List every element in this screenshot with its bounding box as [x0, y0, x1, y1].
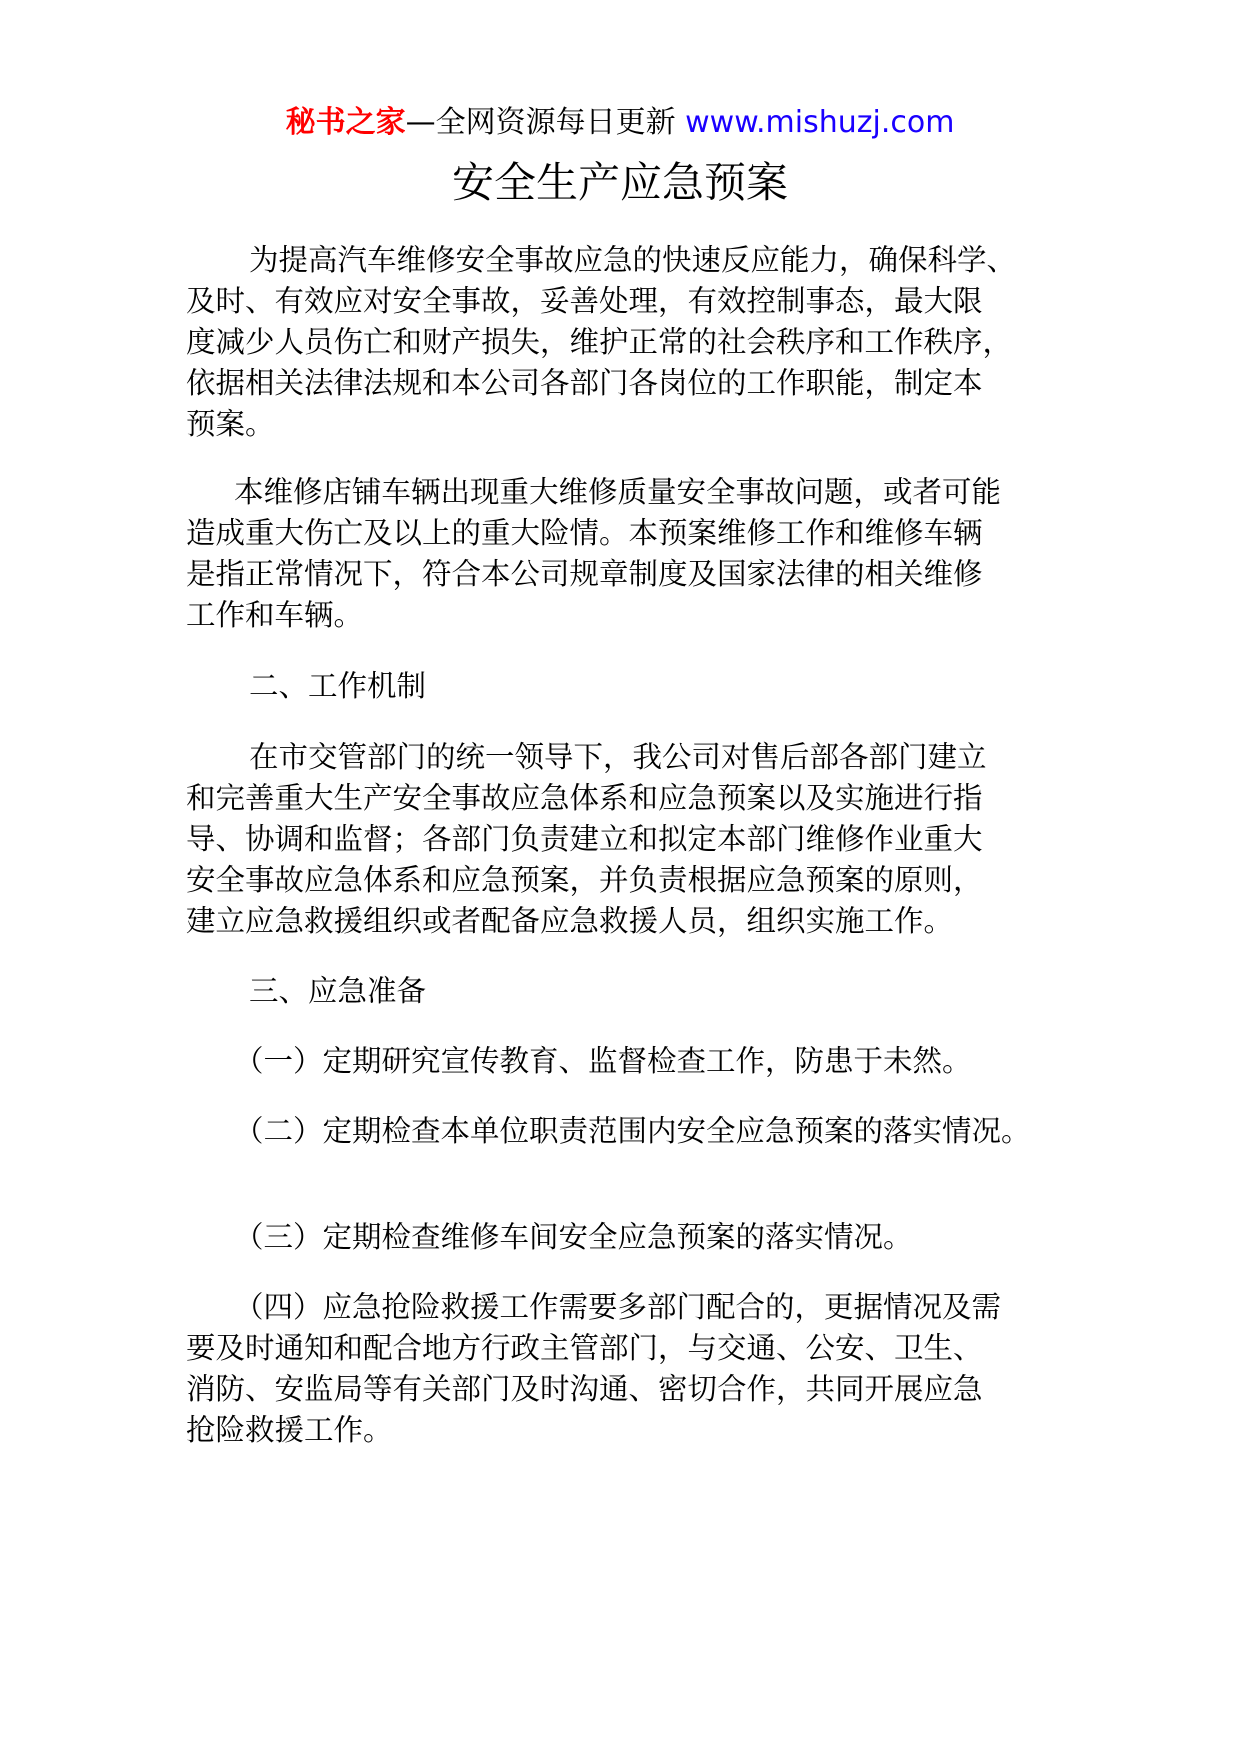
text-line: 抢险救援工作。 — [186, 1413, 393, 1447]
text-line: （一）定期研究宣传教育、监督检查工作，防患于未然。 — [234, 1044, 972, 1078]
text-line: 二、工作机制 — [249, 669, 427, 703]
text-line: 要及时通知和配合地方行政主管部门，与交通、公安、卫生、 — [186, 1331, 983, 1365]
preparation-item-4 — [186, 1287, 1066, 1451]
text-line: 预案。 — [186, 407, 275, 441]
site-url-link[interactable]: www.mishuzj.com — [685, 105, 955, 140]
text-line: 是指正常情况下，符合本公司规章制度及国家法律的相关维修 — [186, 557, 983, 591]
text-line: 依据相关法律法规和本公司各部门各岗位的工作职能，制定本 — [186, 366, 983, 400]
paragraph-mechanism — [186, 737, 1066, 942]
text-line: 度减少人员伤亡和财产损失，维护正常的社会秩序和工作秩序， — [186, 325, 1013, 359]
text-line: 消防、安监局等有关部门及时沟通、密切合作，共同开展应急 — [186, 1372, 983, 1406]
text-line: 造成重大伤亡及以上的重大险情。本预案维修工作和维修车辆 — [186, 516, 983, 550]
text-line: 本维修店铺车辆出现重大维修质量安全事故问题，或者可能 — [234, 475, 1002, 509]
text-line: 安全事故应急体系和应急预案，并负责根据应急预案的原则， — [186, 863, 983, 897]
preparation-item-2 — [186, 1111, 1066, 1152]
text-line: 及时、有效应对安全事故，妥善处理，有效控制事态，最大限 — [186, 284, 983, 318]
document-title: 安全生产应急预案 — [451, 158, 788, 207]
text-line: （二）定期检查本单位职责范围内安全应急预案的落实情况。 — [234, 1114, 1031, 1148]
section-heading-mechanism — [186, 666, 1066, 707]
site-header — [0, 103, 1240, 143]
text-line: 和完善重大生产安全事故应急体系和应急预案以及实施进行指 — [186, 781, 983, 815]
text-line: 导、协调和监督；各部门负责建立和拟定本部门维修作业重大 — [186, 822, 983, 856]
text-line: 工作和车辆。 — [186, 598, 364, 632]
section-heading-preparation — [186, 971, 1066, 1012]
preparation-item-1 — [186, 1041, 1066, 1082]
text-line: 为提高汽车维修安全事故应急的快速反应能力，确保科学、 — [249, 243, 1017, 277]
paragraph-intro — [186, 240, 1066, 445]
site-brand: 秘书之家 — [285, 105, 406, 140]
text-line: （三）定期检查维修车间安全应急预案的落实情况。 — [234, 1220, 913, 1254]
text-line: （四）应急抢险救援工作需要多部门配合的，更据情况及需 — [234, 1290, 1002, 1324]
preparation-item-3 — [186, 1217, 1066, 1258]
text-line: 在市交管部门的统一领导下，我公司对售后部各部门建立 — [249, 740, 987, 774]
site-tagline: —全网资源每日更新 — [405, 105, 676, 140]
paragraph-scope — [186, 472, 1066, 636]
text-line: 三、应急准备 — [249, 974, 427, 1008]
text-line: 建立应急救援组织或者配备应急救援人员，组织实施工作。 — [186, 904, 954, 938]
